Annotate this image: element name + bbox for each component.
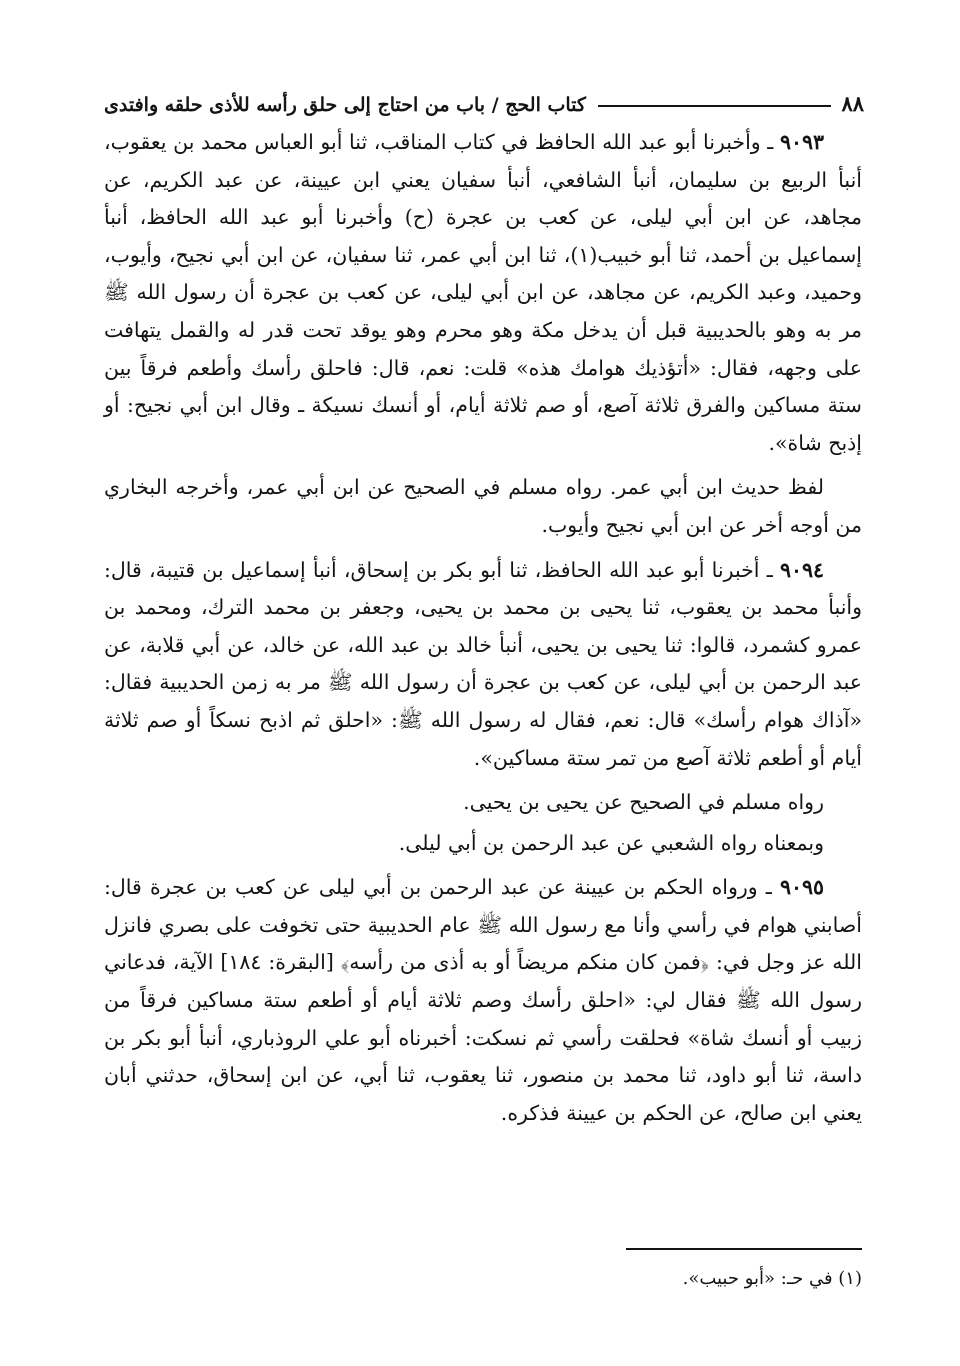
paragraph-text: رواه مسلم في الصحيح عن يحيى بن يحيى. <box>463 790 824 815</box>
paragraph-text: ـ أخبرنا أبو عبد الله الحافظ، ثنا أبو بكر بن إسحاق، أنبأ إسماعيل بن قتيبة، قال: وأنبأ محمد بن يعقوب، ثنا يحيى بن محمد بن يحيى، وجعفر بن محمد الترك، ومحمد بن عمرو كشمرد، قالوا: ثنا يحيى بن يحيى، أنبأ خالد بن عبد الله، عن خالد، عن أبي قلابة، عن عبد الرحمن بن أبي ليلى، عن كعب بن عجرة أن رسول الله ﷺ مر به زمن الحديبية فقال: «آذاك هوام رأسك» قال: نعم، فقال له رسول الله ﷺ: «احلق ثم اذبح نسكاً أو صم ثلاثة أيام أو أطعم ثلاثة آصع من تمر ستة مساكين». <box>104 557 862 770</box>
page-header <box>104 82 864 116</box>
narration-note <box>104 825 862 863</box>
paragraph-text: ـ وأخبرنا أبو عبد الله الحافظ في كتاب المناقب، ثنا أبو العباس محمد بن يعقوب، أنبأ الربيع بن سليمان، أنبأ الشافعي، أنبأ سفيان يعني ابن عيينة، عن عبد الكريم، عن مجاهد، عن ابن أبي ليلى، عن كعب بن عجرة (ح) وأخبرنا أبو عبد الله الحافظ، أنبأ إسماعيل بن أحمد، ثنا أبو خبيب(١)، ثنا ابن أبي عمر، ثنا سفيان، عن ابن أبي نجيح، وأيوب، وحميد، وعبد الكريم، عن مجاهد، عن ابن أبي ليلى، عن كعب بن عجرة أن رسول الله ﷺ مر به وهو بالحديبية قبل أن يدخل مكة وهو محرم وهو يوقد تحت قدر له والقمل يتهافت على وجهه، فقال: «أتؤذيك هوامك هذه» قلت: نعم، قال: فاحلق رأسك وأطعم فرقاً بين ستة مساكين والفرق ثلاثة آصع، أو صم ثلاثة أيام، أو أنسك نسيكة ـ وقال ابن أبي نجيح: أو إذبح شاة». <box>104 130 862 455</box>
commentary-paragraph <box>104 469 862 544</box>
hadith-number: ٩٠٩٤ <box>779 557 824 582</box>
paragraph-text: ـ ورواه الحكم بن عيينة عن عبد الرحمن بن أبي ليلى عن كعب بن عجرة قال: أصابني هوام في رأسي وأنا مع رسول الله ﷺ عام الحديبية حتى تخوفت على بصري فانزل الله عز وجل في: ﴿فمن كان منكم مريضاً أو به أذى من رأسه﴾ [البقرة: ١٨٤] الآية، فدعاني رسول الله ﷺ فقال لي: «احلق رأسك وصم ثلاثة أيام أو أطعم ستة مساكين فرقاً من زبيب أو أنسك شاة» فحلقت رأسي ثم نسكت: أخبرناه أبو علي الروذباري، أنبأ أبو بكر بن داسة، ثنا أبو داود، ثنا محمد بن منصور، ثنا يعقوب، ثنا أبي، عن ابن إسحاق، حدثني أبان يعني ابن صالح، عن الحكم بن عيينة فذكره. <box>104 875 863 1125</box>
narration-note <box>104 784 862 822</box>
footnote: (١) في حـ: «أبو حبيب». <box>682 1268 862 1289</box>
hadith-9095-paragraph <box>104 869 862 1132</box>
hadith-9094-paragraph <box>104 552 862 778</box>
main-text <box>104 124 862 1139</box>
hadith-number: ٩٠٩٥ <box>779 875 824 900</box>
footnote-divider <box>626 1248 862 1250</box>
hadith-9093-paragraph <box>104 124 862 462</box>
running-title: كتاب الحج / باب من احتاج إلى حلق رأسه للأذى حلقه وافتدى <box>104 94 586 116</box>
hadith-number: ٩٠٩٣ <box>779 130 824 154</box>
paragraph-text: لفظ حديث ابن أبي عمر. رواه مسلم في الصحيح عن ابن أبي عمر، وأخرجه البخاري من أوجه أخر عن ابن أبي نجيح وأيوب. <box>104 475 862 537</box>
paragraph-text: وبمعناه رواه الشعبي عن عبد الرحمن بن أبي ليلى. <box>398 830 824 855</box>
page-number: ٨٨ <box>841 91 864 116</box>
header-rule <box>598 105 832 107</box>
